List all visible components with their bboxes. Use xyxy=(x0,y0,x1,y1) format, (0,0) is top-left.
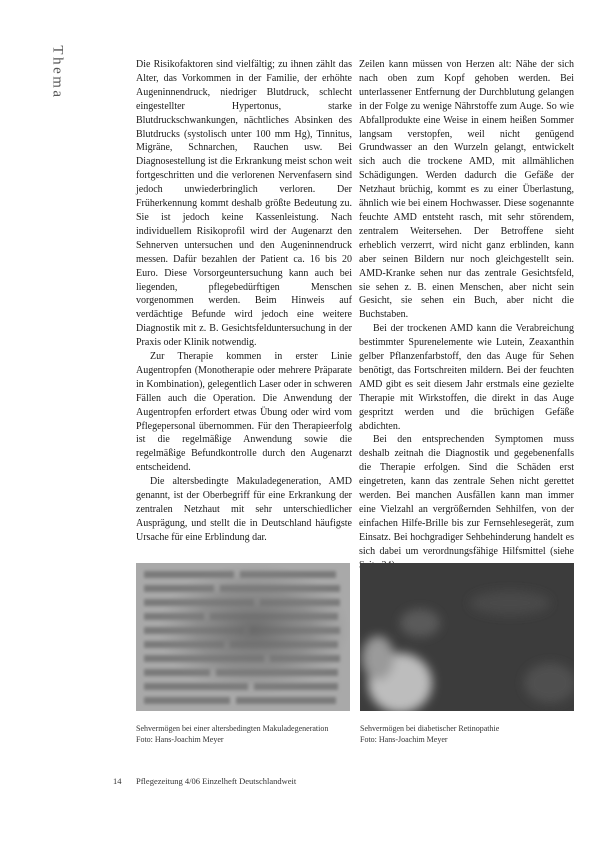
photo-credit: Foto: Hans-Joachim Meyer xyxy=(136,734,224,744)
paragraph: Zur Therapie kommen in erster Linie Augentropfen (Monotherapie oder mehrere Präparate in Kombination), gelegentlich Laser oder in schweren Fällen auch die Operation. Die Anwendung der Augentropfen erfordert etwas Übung oder wird vom Pflegepersonal übernommen. Für den Therapieerfolg ist die regelmäßige Anwendung sowie die regelmäßige Befundkontrolle durch den Augenarzt entscheidend. xyxy=(136,351,352,474)
magazine-line: Pflegezeitung 4/06 Einzelheft Deutschlandweit xyxy=(136,776,297,786)
right-text-column xyxy=(359,58,574,573)
caption-text: Sehvermögen bei diabetischer Retinopathie xyxy=(360,724,500,733)
section-label-text: Thema xyxy=(49,45,66,100)
paragraph: Bei den entsprechenden Symptomen muss deshalb zeitnah die Diagnostik und gegebenenfalls die Therapie erfolgen. Sind die Schäden erst eingetreten, kann das zentrale Sehen nicht gerettet werden. Bei manchen Ausfällen kann man immer eine Vielzahl an vergrößernden Sehhilfen, von der einfachen Hilfe-Brille bis zur Fernsehlesegerät, zum Einsatz. Bei hochgradiger Sehbehinderung handelt es sich dabei um verordnungsfähige Hilfsmittel (siehe xyxy=(359,434,574,557)
caption-text: Sehvermögen bei einer altersbedingten Makuladegeneration xyxy=(136,724,329,733)
photo-caption-left xyxy=(136,724,352,746)
page-number: 14 xyxy=(113,776,122,786)
paragraph: Zeilen kann müssen von Herzen alt: Nähe der sich nach oben zum Kopf gehoben werden. Bei unterlassener Entfernung der Durchblutung gelangen in der Folge zu wenige Nährstoffe zum Auge. So wie Abfallprodukte eine Weise in einem heißen Sommer langsam verstopfen, weil nicht genügend Grundwasser an den Wurzeln gelangt, entwickelt sich auch die trockene AMD, mit allmählichen Schädigungen. Werden dadurch die Gefäße der Netzhaut brüchig, kommt es zu einer Überlastung, ähnlich wie bei einem Hochwasser. Diese sogenannte feuchte AMD entsteht rasch, mit sehr störendem, zentralem Weitersehen. Der Betroffene sieht erheblich verzerrt, wird nicht ganz erblinden, kann aber seinen Bildern nur noch gleichgestellt sein. AMD-Kranke sehen nur das zentrale Gesichtsfeld, sie sehen z. B. einen Menschen, aber nicht sein Gesicht, sie sehen ein Buch, aber nicht die Buchstaben. xyxy=(359,59,574,321)
retinopathy-vision-photo xyxy=(360,563,574,711)
paragraph: Die Risikofaktoren sind vielfältig; zu ihnen zählt das Alter, das Vorkommen in der Familie, der erhöhte Augeninnendruck, niedriger Blutdruck, schlecht eingestellter Hypertonus, starke Blutdruckschwankungen, nächtliches Absinken des Blutdrucks (systolisch unter 100 mm Hg), Tinnitus, Migräne, Schnarchen, Rauchen usw. Bei Diagnosestellung ist die Erkrankung meist schon weit fortgeschritten und die verlorenen Nervenfasern sind jedoch unwiederbringlich verloren. Der Früherkennung kommt deshalb größte Bedeutung zu. Sie ist jedoch keine Kassenleistung. Nach individuellem Risikoprofil wird der Augenarzt den Sehnerven untersuchen und den Augeninnendruck messen. Dafür bezahlen der Patient ca. 16 bis 20 Euro. Diese Vorsorgeuntersuchung kann auch bei liegenden, pflegebedürftigen Menschen vorgenommen werden. Beim Hinweis auf verdächtige Befunde wird jedoch eine weitere Diagnostik mit z. B. Gesichtsfelduntersuchung in der Praxis oder Klinik notwendig. xyxy=(136,59,352,349)
photo-credit: Foto: Hans-Joachim Meyer xyxy=(360,734,448,744)
amd-vision-photo xyxy=(136,563,350,711)
paragraph: Die altersbedingte Makuladegeneration, AMD genannt, ist der Oberbegriff für eine Erkrankung der zentralen Netzhaut mit sehr unterschiedlicher Ausprägung, und stellt die in Deutschland häufigste Ursache für eine Erblindung dar. xyxy=(136,476,352,543)
section-label xyxy=(46,20,68,130)
photo-caption-right xyxy=(360,724,574,746)
left-text-column xyxy=(136,58,352,545)
paragraph: Bei der trockenen AMD kann die Verabreichung bestimmter Spurenelemente wie Lutein, Zeaxanthin gelber Pflanzenfarbstoff, den das Auge für Sehen benötigt, das Fortschreiten mildern. Bei der feuchten AMD gibt es seit diesem Jahr erstmals eine gezielte Therapie mit Wirkstoffen, die direkt in das Auge gespritzt werden und die brüchigen Gefäße abdichten. xyxy=(359,323,574,432)
